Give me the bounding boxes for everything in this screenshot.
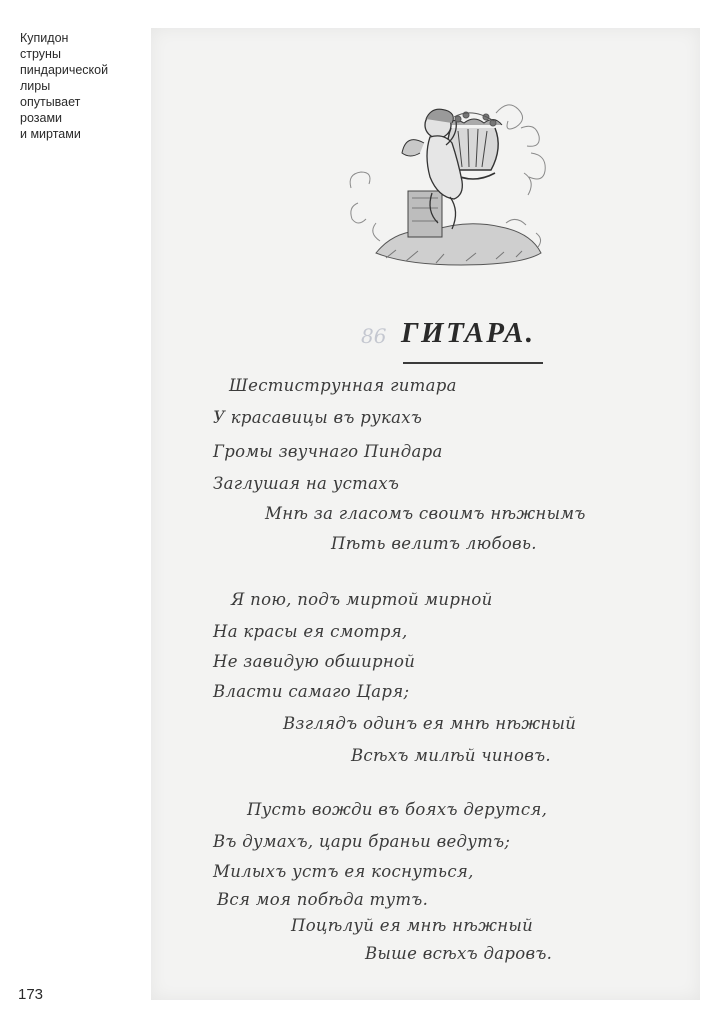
poem-line: Я пою, подъ миртой мирной	[231, 590, 493, 609]
figure-caption	[20, 30, 140, 142]
caption-line: пиндарической	[20, 63, 109, 77]
caption-line: лиры	[20, 79, 51, 93]
title-underline-rule	[403, 362, 543, 364]
poem-line: Не завидую обширной	[213, 652, 416, 671]
poem-line: Пѣть велитъ любовь.	[331, 534, 537, 553]
caption-line: опутывает	[20, 95, 81, 109]
poem-line: У красавицы въ рукахъ	[213, 408, 423, 427]
poem-line: Всѣхъ милѣй чиновъ.	[351, 746, 551, 765]
caption-line: струны	[20, 47, 61, 61]
page-number: 173	[18, 986, 44, 1003]
poem-line: Власти самаго Царя;	[213, 682, 410, 701]
poem-line: Поцѣлуй ея мнѣ нѣжный	[291, 916, 534, 935]
poem-line: Мнѣ за гласомъ своимъ нѣжнымъ	[265, 504, 586, 523]
poem-line: Милыхъ устъ ея коснуться,	[213, 862, 474, 881]
poem-line: Заглушая на устахъ	[213, 474, 400, 493]
caption-line: Купидон	[20, 31, 69, 45]
poem-line: Вся моя побѣда тутъ.	[217, 890, 429, 909]
poem-line: Громы звучнаго Пиндара	[213, 442, 443, 461]
poem-title: ГИТАРА.	[401, 317, 536, 349]
caption-line: и миртами	[20, 127, 81, 141]
poem-line: Шестиструнная гитара	[229, 376, 457, 395]
poem-line: Выше всѣхъ даровъ.	[365, 944, 553, 963]
poem-line: На красы ея смотря,	[213, 622, 408, 641]
poem-line: Взглядъ одинъ ея мнѣ нѣжный	[283, 714, 577, 733]
poem-line: Въ думахъ, цари браньи ведутъ;	[213, 832, 511, 851]
pencil-page-mark: 86	[361, 324, 387, 348]
cupid-vignette-illustration	[346, 73, 571, 278]
caption-line: розами	[20, 111, 63, 125]
manuscript-page	[151, 28, 700, 1000]
poem-line: Пусть вожди въ бояхъ дерутся,	[247, 800, 548, 819]
